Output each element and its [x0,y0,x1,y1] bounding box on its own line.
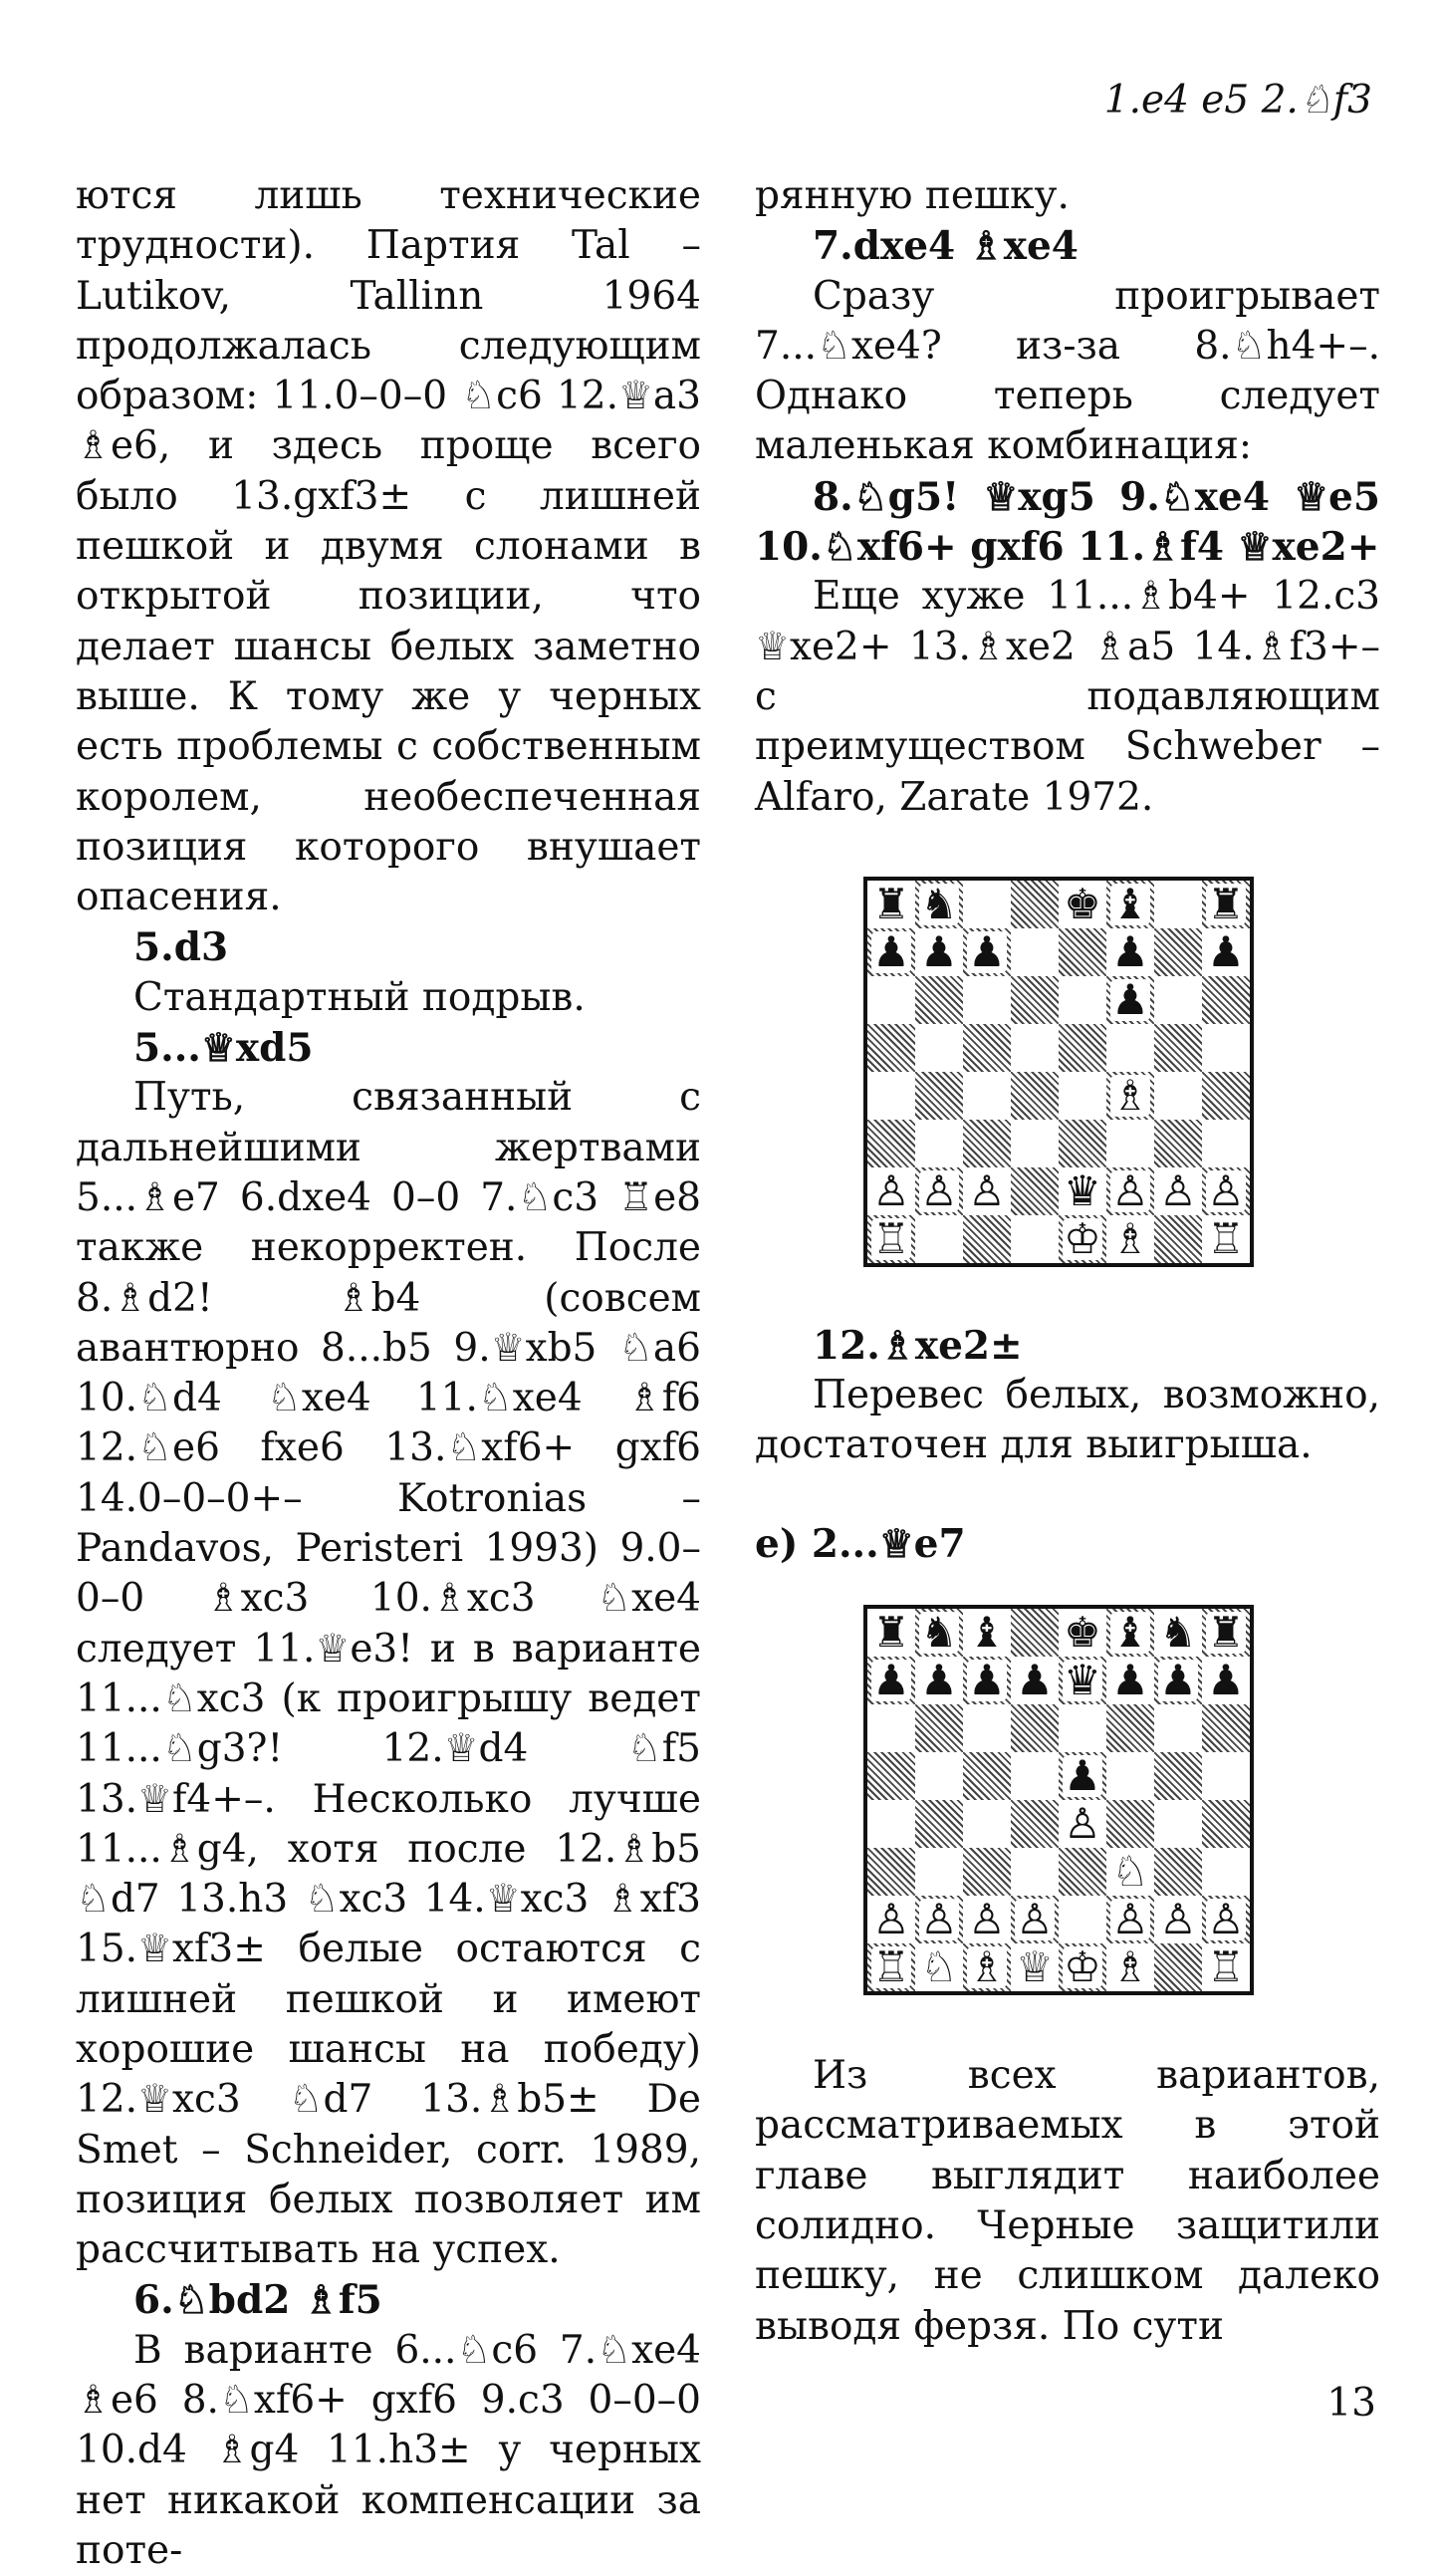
board-square [915,1072,963,1120]
board-square [1106,1848,1154,1896]
chess-piece-icon: ♖ [872,1213,910,1263]
board-square [1059,1657,1106,1704]
board-square [1202,1215,1250,1263]
chess-piece-icon: ♙ [1207,1165,1245,1215]
board-square [1011,1657,1059,1704]
board-square [1059,928,1106,976]
board-square [1202,1800,1250,1848]
board-square [1059,1024,1106,1072]
chess-piece-icon: ♙ [968,1895,1006,1944]
running-header: 1.e4 e5 2.♘f3 [1103,78,1372,123]
board-square [1059,1896,1106,1943]
chess-piece-icon: ♟ [872,1656,910,1705]
chess-piece-icon: ♟ [968,1656,1006,1705]
board-square [1202,1896,1250,1943]
chess-piece-icon: ♙ [872,1165,910,1215]
board-square [915,928,963,976]
board-square [1011,928,1059,976]
paragraph: Стандартный подрыв. [133,974,586,1020]
chess-piece-icon: ♙ [1111,1165,1149,1215]
board-square [867,1704,915,1752]
board-square [915,881,963,928]
move-line: 5...♕xd5 [133,1025,314,1072]
board-square [1202,881,1250,928]
paragraph: Сразу проигрывает 7...♘xe4? из-за 8.♘h4+–. Однако теперь следует маленькая комбинация: [755,273,1380,469]
board-square [867,928,915,976]
board-square [1011,1215,1059,1263]
board-square [915,1024,963,1072]
board-square [1154,881,1202,928]
board-square [1011,1943,1059,1991]
board-square [867,1072,915,1120]
board-square [867,1167,915,1215]
board-square [867,1896,915,1943]
chess-piece-icon: ♙ [1064,1799,1101,1849]
chess-piece-icon: ♟ [872,926,910,976]
chess-piece-icon: ♟ [1111,926,1149,976]
board-square [867,1943,915,1991]
board-square [1059,1704,1106,1752]
section-heading: e) 2...♕e7 [755,1520,966,1567]
paragraph: рянную пешку. [755,173,1070,218]
board-square [1154,1167,1202,1215]
board-square [1106,1167,1154,1215]
board-square [1202,1609,1250,1657]
board-square [1106,881,1154,928]
chess-piece-icon: ♟ [920,926,958,976]
chess-piece-icon: ♙ [1159,1895,1197,1944]
board-square [1154,1800,1202,1848]
chess-piece-icon: ♚ [1064,1608,1101,1658]
board-square [963,1024,1011,1072]
chess-diagram [863,877,1254,1267]
board-square [1202,1943,1250,1991]
chess-piece-icon: ♟ [1064,1751,1101,1801]
board-square [1011,1167,1059,1215]
board-square [1106,1943,1154,1991]
chess-piece-icon: ♞ [920,879,958,928]
chess-piece-icon: ♘ [920,1942,958,1992]
right-column [755,171,1380,2352]
board-square [1059,976,1106,1024]
board-square [867,1657,915,1704]
chess-piece-icon: ♖ [1207,1942,1245,1992]
board-square [963,1800,1011,1848]
board-square [1011,976,1059,1024]
chess-piece-icon: ♙ [920,1165,958,1215]
board-square [1154,928,1202,976]
board-square [963,1657,1011,1704]
board-square [1202,1072,1250,1120]
board-square [1011,1752,1059,1800]
board-square [963,1215,1011,1263]
board-square [867,1609,915,1657]
paragraph: ются лишь технические трудности). Партия Tal – Lutikov, Tallinn 1964 продолжалась следующим образом: 11.0–0–0 ♘c6 12.♕a3 ♗e6, и здесь проще всего было 13.gxf3± с лишней пешкой и двумя слонами в открытой позиции, что делает шансы белых заметно выше. К тому же у черных есть проблемы с собственным королем, необеспеченная позиция которого внушает опасения. [76,173,701,920]
board-square [867,976,915,1024]
board-square [1059,1167,1106,1215]
board-square [1154,1024,1202,1072]
chess-piece-icon: ♖ [1207,1213,1245,1263]
chess-piece-icon: ♟ [1016,1656,1054,1705]
board-square [915,1657,963,1704]
board-square [867,1120,915,1167]
board-square [1106,1896,1154,1943]
board-square [1154,1896,1202,1943]
board-square [1202,1657,1250,1704]
board-square [963,1752,1011,1800]
chess-piece-icon: ♕ [1016,1942,1054,1992]
move-line: 12.♗xe2± [813,1322,1023,1369]
board-square [963,1943,1011,1991]
board-square [1059,1800,1106,1848]
board-square [1106,1657,1154,1704]
board-square [1011,1848,1059,1896]
board-square [1059,1943,1106,1991]
chess-piece-icon: ♜ [1207,1608,1245,1658]
board-square [1202,1120,1250,1167]
board-square [867,1848,915,1896]
chess-piece-icon: ♛ [1064,1656,1101,1705]
chess-piece-icon: ♟ [1111,974,1149,1024]
board-square [1011,1896,1059,1943]
board-square [1202,1167,1250,1215]
board-square [1154,1215,1202,1263]
board-square [915,1609,963,1657]
board-square [1059,881,1106,928]
board-square [963,1120,1011,1167]
chess-piece-icon: ♙ [968,1165,1006,1215]
move-line: 5.d3 [133,924,229,971]
paragraph: Путь, связанный с дальнейшими жертвами 5...♗e7 6.dxe4 0–0 7.♘c3 ♖e8 также некорректен. После 8.♗d2! ♗b4 (совсем авантюрно 8...b5 9.♕xb5 ♘a6 10.♘d4 ♘xe4 11.♘xe4 ♗f6 12.♘e6 fxe6 13.♘xf6+ gxf6 14.0–0–0+– Kotronias – Pandavos, Peristeri 1993) 9.0–0–0 ♗xc3 10.♗xc3 ♘xe4 следует 11.♕e3! и в варианте 11...♘xc3 (к проигрышу ведет 11...♘g3?! 12.♕d4 ♘f5 13.♕f4+–. Несколько лучше 11...♗g4, хотя после 12.♗b5 ♘d7 13.h3 ♘xc3 14.♕xc3 ♗xf3 15.♕xf3± белые остаются с лишней пешкой и имеют хорошие шансы на победу) 12.♕xc3 ♘d7 13.♗b5± De Smet – Schneider, corr. 1989, позиция белых позволяет им рассчитывать на успех. [76,1075,701,2273]
board-square [1154,1609,1202,1657]
board-square [915,1752,963,1800]
board-square [1059,1609,1106,1657]
page-number: 13 [1326,2381,1376,2426]
paragraph: В варианте 6...♘c6 7.♘xe4 ♗e6 8.♘xf6+ gxf6 9.c3 0–0–0 10.d4 ♗g4 11.h3± у черных нет никакой компенсации за поте- [76,2327,701,2573]
chess-piece-icon: ♔ [1064,1213,1101,1263]
board-square [1202,1024,1250,1072]
board-square [915,1800,963,1848]
board-square [1106,1072,1154,1120]
board-square [1106,976,1154,1024]
move-line: 8.♘g5! ♕xg5 9.♘xe4 ♕e5 10.♘xf6+ gxf6 11.♗f4 ♕xe2+ [755,473,1380,571]
chess-piece-icon: ♗ [1111,1070,1149,1120]
chess-piece-icon: ♜ [872,879,910,928]
move-line: 7.dxe4 ♗xe4 [813,223,1079,270]
chess-piece-icon: ♖ [872,1942,910,1992]
board-square [1106,1752,1154,1800]
board-square [1059,1072,1106,1120]
chess-piece-icon: ♟ [920,1656,958,1705]
move-line: 6.♘bd2 ♗f5 [133,2277,382,2324]
board-square [963,1072,1011,1120]
paragraph: Перевес белых, возможно, достаточен для выигрыша. [755,1373,1380,1468]
chess-piece-icon: ♜ [872,1608,910,1658]
board-square [1154,976,1202,1024]
chess-piece-icon: ♙ [1159,1165,1197,1215]
board-square [1059,1848,1106,1896]
chess-piece-icon: ♙ [920,1895,958,1944]
board-square [915,1848,963,1896]
chess-piece-icon: ♙ [872,1895,910,1944]
board-square [1202,1752,1250,1800]
chess-piece-icon: ♟ [1207,1656,1245,1705]
board-square [915,976,963,1024]
board-square [1011,1024,1059,1072]
chess-piece-icon: ♚ [1064,879,1101,928]
board-square [1202,1848,1250,1896]
board-square [1202,1704,1250,1752]
chess-piece-icon: ♘ [1111,1847,1149,1897]
board-square [1011,1704,1059,1752]
board-square [867,1752,915,1800]
chess-piece-icon: ♗ [1111,1942,1149,1992]
board-square [963,1167,1011,1215]
board-square [1106,1704,1154,1752]
board-square [1011,881,1059,928]
board-square [963,1609,1011,1657]
chess-piece-icon: ♜ [1207,879,1245,928]
chess-piece-icon: ♛ [1064,1165,1101,1215]
board-square [1202,928,1250,976]
board-square [963,1704,1011,1752]
chess-piece-icon: ♟ [1159,1656,1197,1705]
chess-diagram [863,1605,1254,1995]
board-square [963,881,1011,928]
board-square [915,1215,963,1263]
board-square [1154,1752,1202,1800]
board-square [915,1896,963,1943]
board-square [867,1024,915,1072]
board-square [1011,1120,1059,1167]
board-square [963,976,1011,1024]
board-square [1106,928,1154,976]
board-square [867,1215,915,1263]
board-square [1059,1752,1106,1800]
board-square [867,1800,915,1848]
chess-piece-icon: ♗ [968,1942,1006,1992]
left-column [76,171,701,2576]
paragraph: Из всех вариантов, рассматриваемых в этой главе выглядит наиболее солидно. Черные защитили пешку, не слишком далеко выводя ферзя. По сути [755,2053,1380,2349]
board-square [1154,1120,1202,1167]
board-square [1011,1800,1059,1848]
board-square [1106,1120,1154,1167]
board-square [1011,1072,1059,1120]
board-square [1154,1072,1202,1120]
board-square [915,1120,963,1167]
board-square [1154,1704,1202,1752]
chess-piece-icon: ♙ [1111,1895,1149,1944]
board-square [1154,1657,1202,1704]
board-square [963,1848,1011,1896]
chess-piece-icon: ♟ [1207,926,1245,976]
board-square [1011,1609,1059,1657]
chess-piece-icon: ♝ [968,1608,1006,1658]
board-square [1106,1215,1154,1263]
board-square [1106,1800,1154,1848]
board-square [1106,1024,1154,1072]
board-square [1059,1120,1106,1167]
board-square [1059,1215,1106,1263]
board-square [867,881,915,928]
board-square [1202,976,1250,1024]
board-square [963,1896,1011,1943]
chess-piece-icon: ♔ [1064,1942,1101,1992]
board-square [1106,1609,1154,1657]
chess-piece-icon: ♟ [968,926,1006,976]
chess-piece-icon: ♝ [1111,879,1149,928]
chess-piece-icon: ♝ [1111,1608,1149,1658]
board-square [963,928,1011,976]
board-square [1154,1848,1202,1896]
chess-piece-icon: ♗ [1111,1213,1149,1263]
chess-piece-icon: ♞ [920,1608,958,1658]
chess-piece-icon: ♞ [1159,1608,1197,1658]
paragraph: Еще хуже 11...♗b4+ 12.c3 ♕xe2+ 13.♗xe2 ♗a5 14.♗f3+– с подавляющим преимуществом Schweber – Alfaro, Zarate 1972. [755,574,1380,820]
chess-piece-icon: ♟ [1111,1656,1149,1705]
board-square [915,1943,963,1991]
chess-piece-icon: ♙ [1016,1895,1054,1944]
chess-piece-icon: ♙ [1207,1895,1245,1944]
board-square [915,1167,963,1215]
board-square [915,1704,963,1752]
board-square [1154,1943,1202,1991]
